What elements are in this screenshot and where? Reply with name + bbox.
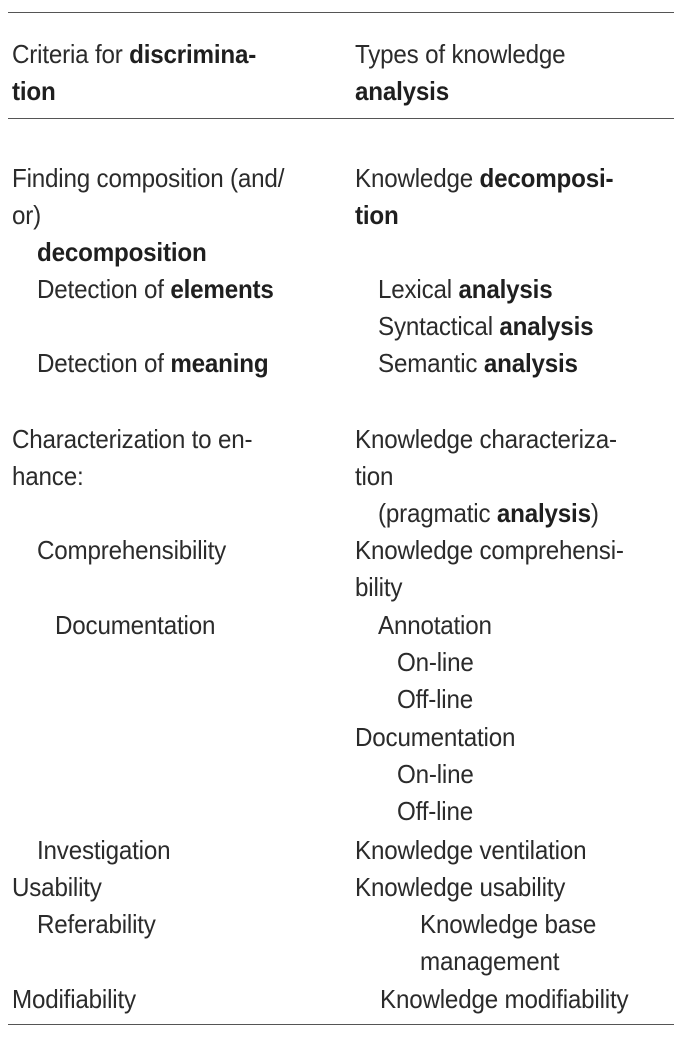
left-row: Investigation xyxy=(37,835,171,865)
right-row: Semantic analysis xyxy=(378,348,578,378)
header-left-bold-2: tion xyxy=(12,76,56,106)
header-right xyxy=(355,36,565,73)
right-row: Off-line xyxy=(397,684,474,714)
left-row: Referability xyxy=(37,909,156,939)
top-rule xyxy=(8,12,674,13)
right-row: Documentation xyxy=(355,722,516,752)
header-left xyxy=(12,36,256,73)
left-row: Detection of meaning xyxy=(37,348,269,378)
right-row: On-line xyxy=(397,759,474,789)
right-row: tion xyxy=(355,200,399,230)
right-row: On-line xyxy=(397,647,474,677)
left-row: Documentation xyxy=(55,610,216,640)
left-row: Characterization to en- xyxy=(12,424,253,454)
right-row: Annotation xyxy=(378,610,492,640)
header-right-line2 xyxy=(355,73,449,110)
right-row: Syntactical analysis xyxy=(378,311,594,341)
right-row: management xyxy=(420,946,560,976)
left-row: Detection of elements xyxy=(37,274,274,304)
right-row: tion xyxy=(355,461,394,491)
left-row: Comprehensibility xyxy=(37,535,227,565)
right-row: Knowledge comprehensi- xyxy=(355,535,624,565)
left-row: decomposition xyxy=(37,237,207,267)
right-row: Knowledge usability xyxy=(355,872,566,902)
left-row: Modifiability xyxy=(12,984,136,1014)
header-right-text: Types of knowledge xyxy=(355,39,566,69)
right-row: Off-line xyxy=(397,796,474,826)
header-left-bold: discrimina- xyxy=(129,39,257,69)
right-row: (pragmatic analysis) xyxy=(378,498,599,528)
right-row: Knowledge decomposi- xyxy=(355,163,614,193)
right-row: Knowledge characteriza- xyxy=(355,424,617,454)
left-row: or) xyxy=(12,200,42,230)
header-left-line2 xyxy=(12,73,56,110)
right-row: Lexical analysis xyxy=(378,274,553,304)
header-left-text: Criteria for xyxy=(12,39,130,69)
header-rule xyxy=(8,118,674,119)
right-row: Knowledge ventilation xyxy=(355,835,587,865)
right-row: bility xyxy=(355,572,403,602)
left-row: hance: xyxy=(12,461,84,491)
bottom-rule xyxy=(8,1024,674,1025)
left-row: Usability xyxy=(12,872,102,902)
left-row: Finding composition (and/ xyxy=(12,163,285,193)
header-right-bold: analysis xyxy=(355,76,449,106)
right-row: Knowledge base xyxy=(420,909,597,939)
right-row: Knowledge modifiability xyxy=(380,984,629,1014)
